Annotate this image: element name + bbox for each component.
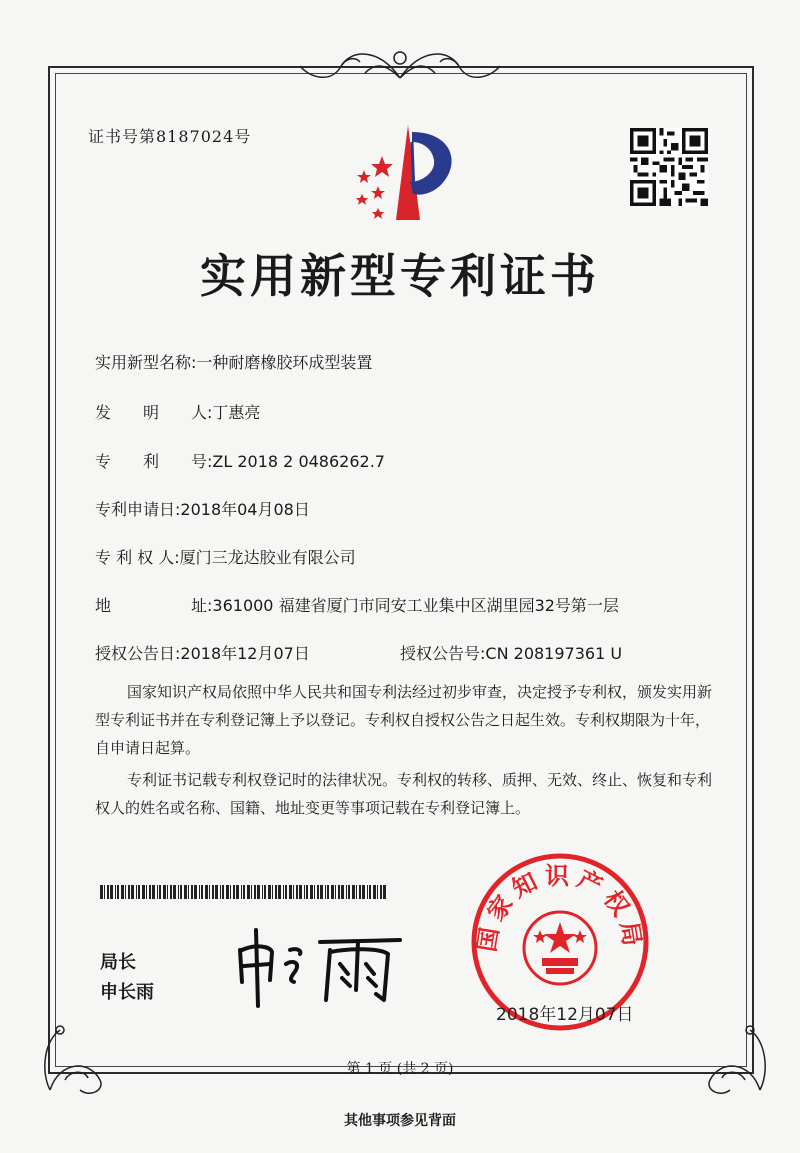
patent-office-logo-icon — [340, 120, 470, 230]
address-row — [95, 593, 619, 616]
filing-date-value: 2018年04月08日 — [180, 500, 310, 519]
inventor-value: 丁惠亮 — [212, 403, 261, 422]
inventor-row — [95, 400, 260, 423]
signatory-name: 申长雨 — [100, 982, 154, 1003]
patentee-value: 厦门三龙达胶业有限公司 — [179, 548, 356, 567]
top-ornament-icon — [280, 38, 520, 88]
page-number: 第 1 页 (共 2 页) — [346, 1061, 454, 1077]
patentee-row — [95, 545, 356, 568]
filing-date-label: 专利申请日: — [95, 500, 181, 519]
grant-number-label: 授权公告号: — [400, 644, 486, 663]
footer-note: 其他事项参见背面 — [344, 1113, 456, 1129]
grant-number-row — [400, 641, 622, 664]
handwritten-signature — [230, 920, 410, 1010]
barcode-icon — [100, 885, 390, 899]
inventor-label: 发 明 人: — [95, 403, 213, 422]
statement-paragraph-2: 专利证书记载专利权登记时的法律状况。专利权的转移、质押、无效、终止、恢复和专利权人的姓名或名称、国籍、地址变更等事项记载在专利登记簿上。 — [95, 771, 713, 817]
utility-model-name-value: 一种耐磨橡胶环成型装置 — [196, 353, 373, 372]
certificate-number: 证书号第8187024号 — [88, 127, 252, 146]
grant-number-value: CN 208197361 U — [485, 644, 623, 663]
patentee-label: 专 利 权 人: — [95, 548, 180, 567]
svg-text:国家知识产权局: 国家知识产权局 — [472, 862, 648, 954]
utility-model-name-row — [95, 350, 372, 373]
filing-date-row — [95, 497, 310, 520]
grant-date-value: 2018年12月07日 — [180, 644, 310, 663]
signatory-role: 局长 — [100, 952, 136, 973]
grant-date-row — [95, 641, 310, 664]
patent-number-value: ZL 2018 2 0486262.7 — [212, 452, 385, 471]
grant-date-label: 授权公告日: — [95, 644, 181, 663]
patent-number-label: 专 利 号: — [95, 452, 213, 471]
certificate-title: 实用新型专利证书 — [200, 249, 600, 303]
seal-date: 2018年12月07日 — [496, 1005, 634, 1025]
utility-model-name-label: 实用新型名称: — [95, 353, 197, 372]
patent-number-row — [95, 449, 385, 472]
qr-code-icon — [630, 128, 708, 206]
bottom-left-ornament-icon — [30, 1010, 130, 1100]
bottom-right-ornament-icon — [680, 1010, 780, 1100]
statement-paragraph-1: 国家知识产权局依照中华人民共和国专利法经过初步审查，决定授予专利权，颁发实用新型专利证书并在专利登记簿上予以登记。专利权自授权公告之日起生效。专利权期限为十年，自申请日起算。 — [95, 683, 713, 757]
address-value: 361000 福建省厦门市同安工业集中区湖里园32号第一层 — [212, 596, 619, 615]
address-label: 地 址: — [95, 596, 213, 615]
